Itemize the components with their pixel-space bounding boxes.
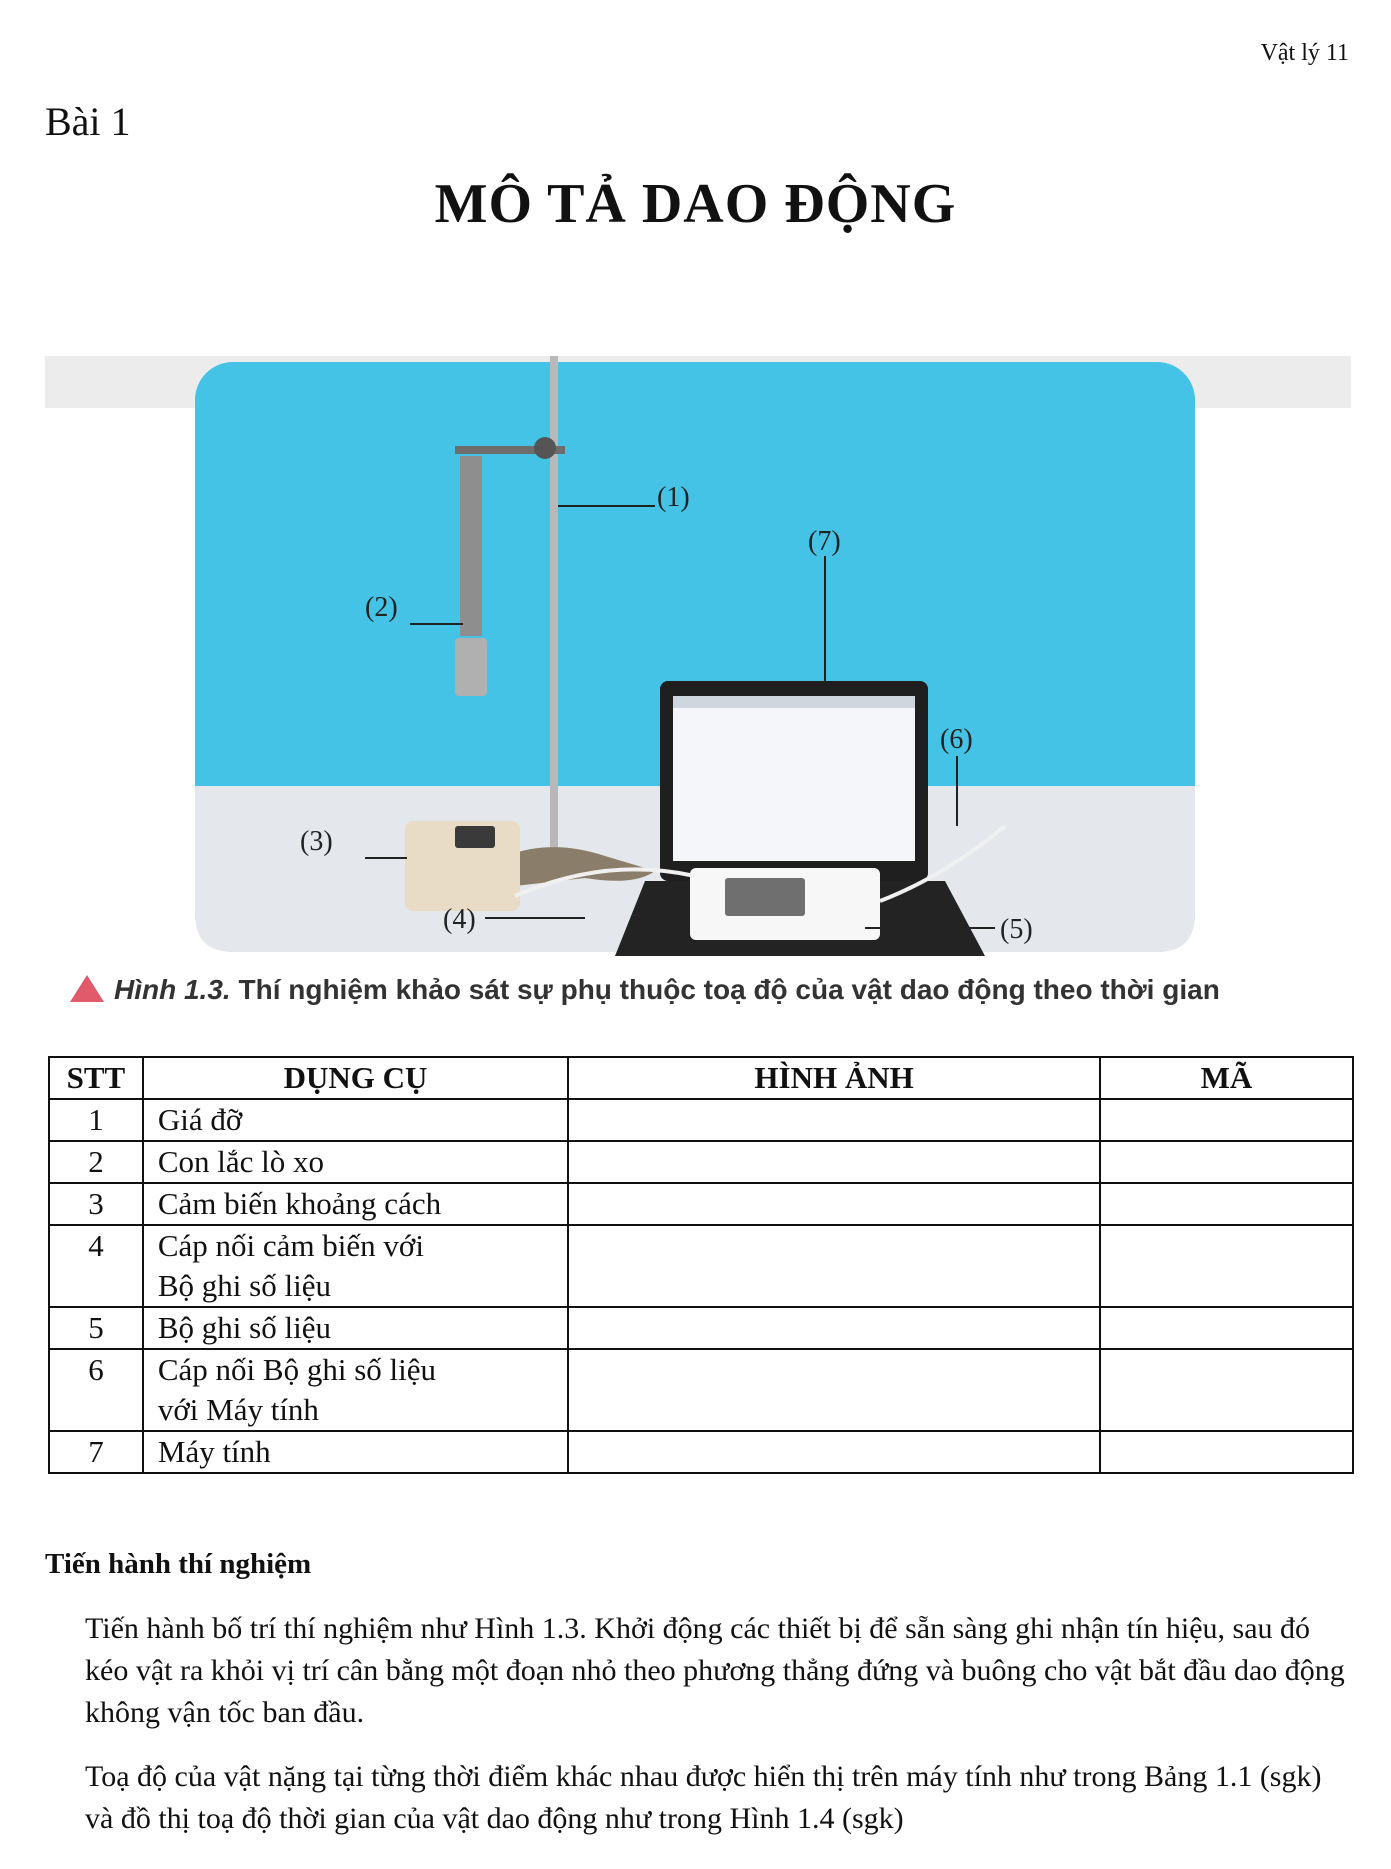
lesson-label: Bài 1 — [45, 99, 131, 144]
table-row — [49, 1349, 1353, 1431]
code-cell[interactable] — [1100, 1431, 1353, 1473]
table-row — [49, 1183, 1353, 1225]
image-cell[interactable] — [568, 1099, 1100, 1141]
table-row — [49, 1307, 1353, 1349]
row-number: 1 — [49, 1099, 143, 1141]
code-cell[interactable] — [1100, 1183, 1353, 1225]
image-cell[interactable] — [568, 1183, 1100, 1225]
image-cell[interactable] — [568, 1431, 1100, 1473]
row-number: 4 — [49, 1225, 143, 1307]
table-header-row — [49, 1057, 1353, 1099]
tool-name: Con lắc lò xo — [143, 1141, 568, 1183]
tool-name: Cảm biến khoảng cách — [143, 1183, 568, 1225]
experiment-figure — [45, 356, 1351, 1018]
tool-name: Giá đỡ — [143, 1099, 568, 1141]
equipment-table — [48, 1056, 1354, 1474]
callout-5: (5) — [1000, 914, 1033, 945]
tool-name: Cáp nối cảm biến với Bộ ghi số liệu — [143, 1225, 568, 1307]
table-row — [49, 1431, 1353, 1473]
caption-triangle-icon — [70, 975, 104, 1002]
code-cell[interactable] — [1100, 1099, 1353, 1141]
subject-header: Vật lý 11 — [1260, 40, 1349, 66]
image-cell[interactable] — [568, 1307, 1100, 1349]
code-cell[interactable] — [1100, 1225, 1353, 1307]
row-number: 2 — [49, 1141, 143, 1183]
image-cell[interactable] — [568, 1141, 1100, 1183]
callout-6: (6) — [940, 724, 973, 755]
callout-3: (3) — [300, 826, 333, 857]
header-image: HÌNH ẢNH — [568, 1057, 1100, 1099]
figure-caption — [70, 974, 1370, 1006]
table-row — [49, 1225, 1353, 1307]
tool-name: Bộ ghi số liệu — [143, 1307, 568, 1349]
procedure-paragraph-2: Toạ độ của vật nặng tại từng thời điểm khác nhau được hiển thị trên máy tính như trong Bảng 1.1 (sgk) và đồ thị toạ độ thời gian của vật dao động như trong Hình 1.4 (sgk) — [85, 1760, 1322, 1835]
tool-name: Máy tính — [143, 1431, 568, 1473]
tool-name: Cáp nối Bộ ghi số liệu với Máy tính — [143, 1349, 568, 1431]
page-title: MÔ TẢ DAO ĐỘNG — [434, 173, 957, 235]
caption-text: Thí nghiệm khảo sát sự phụ thuộc toạ độ của vật dao động theo thời gian — [230, 974, 1220, 1005]
header-code: MÃ — [1100, 1057, 1353, 1099]
image-cell[interactable] — [568, 1349, 1100, 1431]
callout-2: (2) — [365, 592, 398, 623]
code-cell[interactable] — [1100, 1307, 1353, 1349]
section-title: Tiến hành thí nghiệm — [45, 1548, 312, 1580]
procedure-paragraph-1: Tiến hành bố trí thí nghiệm như Hình 1.3. Khởi động các thiết bị để sẵn sàng ghi nhận tín hiệu, sau đó kéo vật ra khỏi vị trí cân bằng một đoạn nhỏ theo phương thẳng đứng và buông cho vật bắt đầu dao động không vận tốc ban đầu. — [85, 1612, 1345, 1729]
figure-callouts — [45, 356, 1351, 966]
code-cell[interactable] — [1100, 1349, 1353, 1431]
header-tool: DỤNG CỤ — [143, 1057, 568, 1099]
header-stt: STT — [49, 1057, 143, 1099]
row-number: 7 — [49, 1431, 143, 1473]
callout-4: (4) — [443, 904, 476, 935]
callout-1: (1) — [657, 482, 690, 513]
code-cell[interactable] — [1100, 1141, 1353, 1183]
row-number: 6 — [49, 1349, 143, 1431]
table-row — [49, 1099, 1353, 1141]
caption-figure-number: Hình 1.3. — [114, 974, 231, 1005]
row-number: 5 — [49, 1307, 143, 1349]
table-row — [49, 1141, 1353, 1183]
row-number: 3 — [49, 1183, 143, 1225]
image-cell[interactable] — [568, 1225, 1100, 1307]
callout-7: (7) — [808, 526, 841, 557]
